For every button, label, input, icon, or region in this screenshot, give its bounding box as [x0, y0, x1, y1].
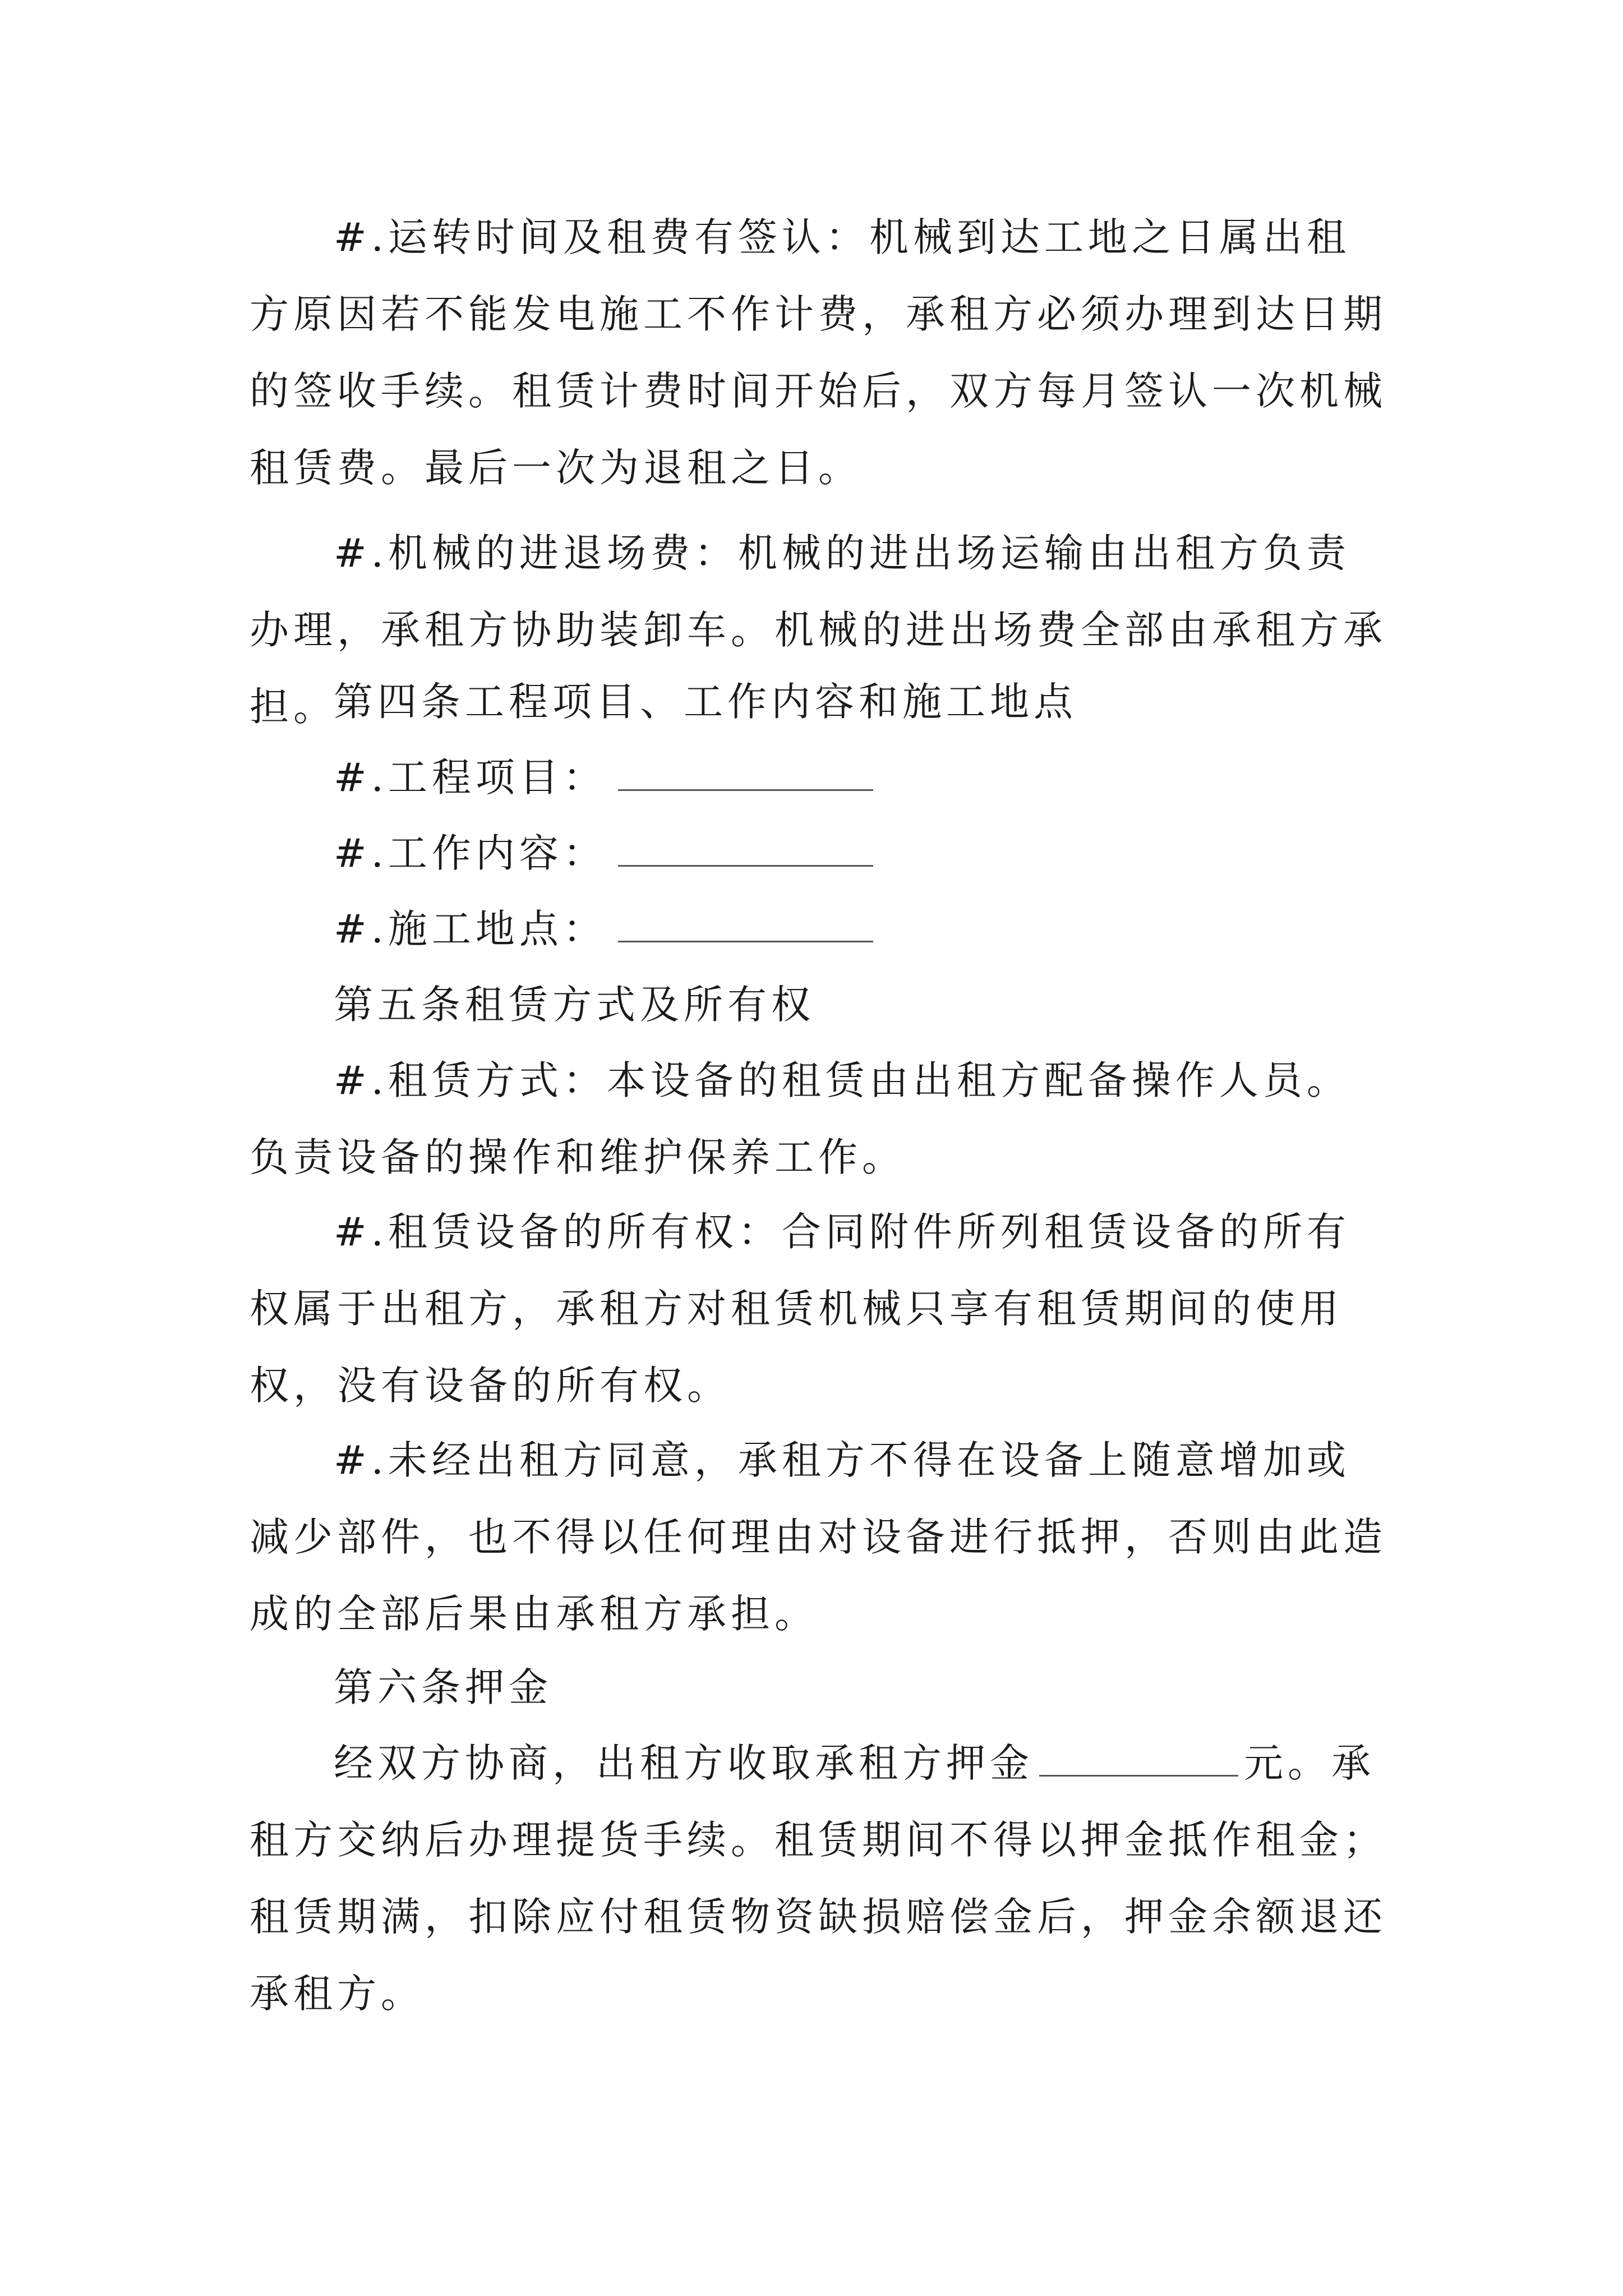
field-construction-site-label: #.施工地点： [334, 906, 607, 952]
section-heading-article-5: 第五条租赁方式及所有权 [334, 982, 815, 1028]
paragraph-ownership: #.租赁设备的所有权：合同附件所列租赁设备的所有权属于出租方，承租方对租赁机械只享有租赁期间的使用权，没有设备的所有权。 [250, 1209, 1350, 1409]
construction-site-blank[interactable] [618, 913, 873, 942]
field-project-name-label: #.工程项目： [334, 754, 607, 800]
field-work-content-label: #.工作内容： [334, 830, 607, 876]
paragraph-deposit [250, 1725, 1388, 2032]
paragraph-no-modification: #.未经出租方同意，承租方不得在设备上随意增加或减少部件，也不得以任何理由对设备进行抵押，否则由此造成的全部后果由承租方承担。 [250, 1437, 1387, 1637]
section-heading-article-4: 第四条工程项目、工作内容和施工地点 [334, 679, 1077, 725]
field-work-content [250, 815, 1388, 892]
paragraph-lease-method: #.租赁方式：本设备的租赁由出租方配备操作人员。负责设备的操作和维护保养工作。 [250, 1057, 1350, 1180]
deposit-text-after: 元。承租方交纳后办理提货手续。租赁期间不得以押金抵作租金；租赁期满，扣除应付租赁物资缺损赔偿金后，押金余额退还承租方。 [250, 1740, 1387, 2017]
work-content-blank[interactable] [618, 837, 873, 867]
paragraph-entry-exit-fee: #.机械的进退场费：机械的进出场运输由出租方负责办理，承租方协助装卸车。机械的进出场费全部由承租方承担。 [250, 530, 1387, 730]
field-construction-site [250, 891, 1388, 968]
field-project-name [250, 739, 1388, 816]
paragraph-rental-time-signoff: #.运转时间及租费有签认：机械到达工地之日属出租方原因若不能发电施工不作计费，承租方必须办理到达日期的签收手续。租赁计费时间开始后，双方每月签认一次机械租赁费。最后一次为退租之日。 [250, 214, 1387, 491]
document-page [250, 0, 1388, 2296]
deposit-text-before: 经双方协商，出租方收取承租方押金 [334, 1740, 1034, 1786]
section-heading-article-6: 第六条押金 [334, 1664, 552, 1710]
deposit-amount-blank[interactable] [1039, 1747, 1238, 1777]
project-name-blank[interactable] [618, 761, 873, 791]
